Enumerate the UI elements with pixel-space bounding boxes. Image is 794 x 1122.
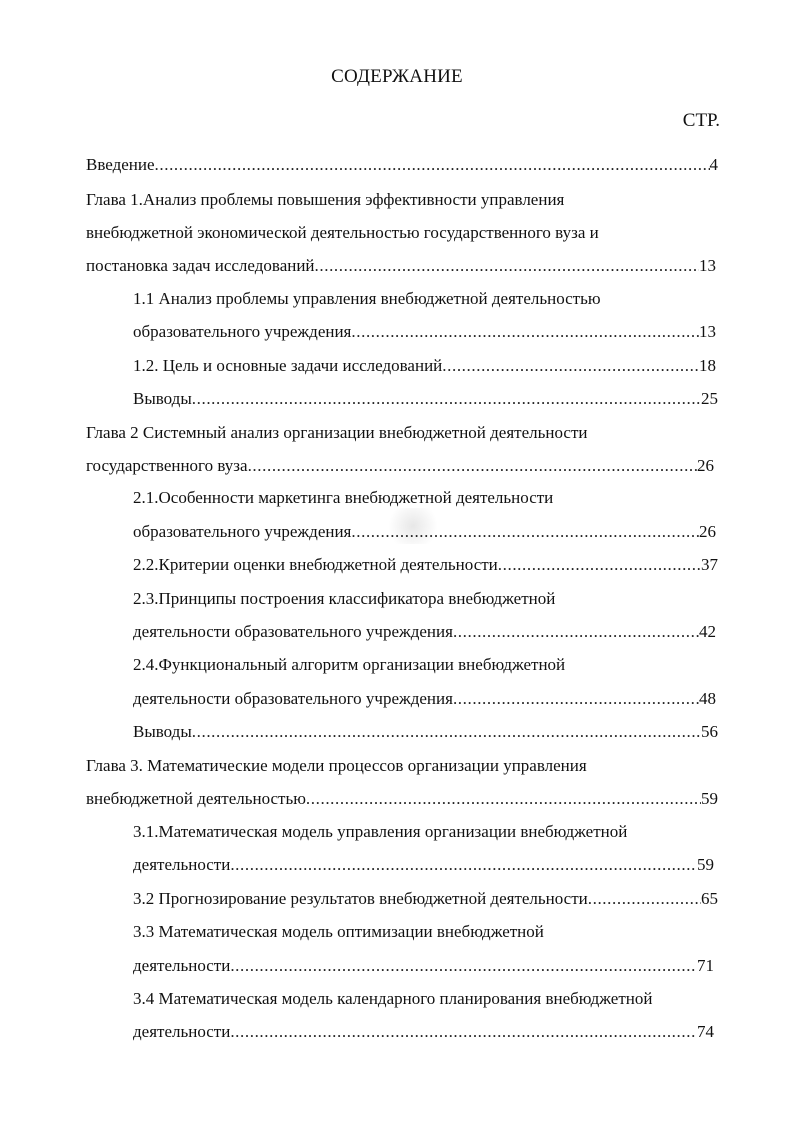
dot-leader [192,721,701,743]
toc-entry-title: Выводы [133,722,192,741]
toc-entry-page: 13 [699,256,716,275]
toc-section-1-2[interactable] [133,355,716,377]
toc-entry-page: 4 [709,155,718,174]
toc-chapter-3-line-1[interactable]: Глава 3. Математические модели процессов организации управления [86,756,587,775]
toc-entry-page: 37 [701,555,718,574]
toc-entry-page: 65 [701,889,718,908]
toc-entry-page: 48 [699,689,716,708]
dot-leader [306,788,701,810]
toc-entry-page: 26 [699,522,716,541]
dot-leader [498,554,701,576]
dot-leader [155,154,710,176]
dot-leader [230,1021,697,1043]
toc-section-3-3-line-2[interactable] [133,955,714,977]
dot-leader [192,388,701,410]
toc-section-2-1-line-1[interactable]: 2.1.Особенности маркетинга внебюджетной деятельности [133,488,554,507]
page-title: СОДЕРЖАНИЕ [331,66,463,87]
toc-chapter-2-line-1[interactable]: Глава 2 Системный анализ организации внебюджетной деятельности [86,423,588,442]
toc-chapter-1-line-3[interactable] [86,255,716,277]
toc-entry-title: постановка задач исследований [86,256,315,275]
toc-section-3-4-line-1[interactable]: 3.4 Математическая модель календарного планирования внебюджетной [133,989,653,1008]
toc-entry-title: внебюджетной деятельностью [86,789,306,808]
toc-section-2-2[interactable] [133,554,718,576]
toc-entry-page: 71 [697,956,714,975]
toc-conclusions-2[interactable] [133,721,718,743]
toc-entry-title: деятельности [133,1022,231,1041]
dot-leader [248,455,697,477]
dot-leader [453,688,699,710]
toc-entry-title: деятельности образовательного учреждения [133,689,453,708]
dot-leader [315,255,699,277]
toc-chapter-1-line-2[interactable]: внебюджетной экономической деятельностью государственного вуза и [86,223,599,242]
toc-entry-title: деятельности [133,855,231,874]
toc-entry-page: 74 [697,1022,714,1041]
toc-entry-page: 26 [697,456,714,475]
toc-section-3-1-line-1[interactable]: 3.1.Математическая модель управления организации внебюджетной [133,822,628,841]
toc-section-2-4-line-2[interactable] [133,688,716,710]
toc-entry-page: 18 [699,356,716,375]
toc-entry-page: 56 [701,722,718,741]
toc-entry-page: 42 [699,622,716,641]
dot-leader [453,621,699,643]
toc-entry-intro[interactable] [86,154,718,176]
toc-section-1-1-line-2[interactable] [133,321,716,343]
toc-chapter-3-line-2[interactable] [86,788,718,810]
toc-section-3-4-line-2[interactable] [133,1021,714,1043]
dot-leader [588,888,701,910]
toc-entry-title: Выводы [133,389,192,408]
toc-entry-page: 59 [697,855,714,874]
toc-chapter-2-line-2[interactable] [86,455,714,477]
toc-chapter-1-line-1[interactable]: Глава 1.Анализ проблемы повышения эффективности управления [86,190,565,209]
toc-entry-title: 3.2 Прогнозирование результатов внебюджетной деятельности [133,889,588,908]
toc-conclusions-1[interactable] [133,388,718,410]
dot-leader [442,355,699,377]
toc-section-2-3-line-2[interactable] [133,621,716,643]
toc-entry-title: деятельности образовательного учреждения [133,622,453,641]
toc-entry-title: государственного вуза [86,456,248,475]
toc-entry-title: Введение [86,155,155,174]
toc-entry-page: 13 [699,322,716,341]
toc-entry-title: 1.2. Цель и основные задачи исследований [133,356,443,375]
toc-entry-title: 2.2.Критерии оценки внебюджетной деятельности [133,555,498,574]
toc-section-2-1-line-2[interactable] [133,521,716,543]
toc-section-3-1-line-2[interactable] [133,854,714,876]
toc-section-3-3-line-1[interactable]: 3.3 Математическая модель оптимизации внебюджетной [133,922,544,941]
dot-leader [230,854,697,876]
dot-leader [230,955,697,977]
toc-entry-title: образовательного учреждения [133,322,352,341]
toc-section-3-2[interactable] [133,888,718,910]
toc-entry-page: 25 [701,389,718,408]
toc-entry-title: образовательного учреждения [133,522,352,541]
toc-section-2-4-line-1[interactable]: 2.4.Функциональный алгоритм организации внебюджетной [133,655,566,674]
dot-leader [351,521,699,543]
toc-entry-page: 59 [701,789,718,808]
toc-section-2-3-line-1[interactable]: 2.3.Принципы построения классификатора внебюджетной [133,589,556,608]
dot-leader [351,321,699,343]
toc-section-1-1-line-1[interactable]: 1.1 Анализ проблемы управления внебюджетной деятельностью [133,289,601,308]
page-column-label: СТР. [682,110,720,131]
toc-entry-title: деятельности [133,956,231,975]
